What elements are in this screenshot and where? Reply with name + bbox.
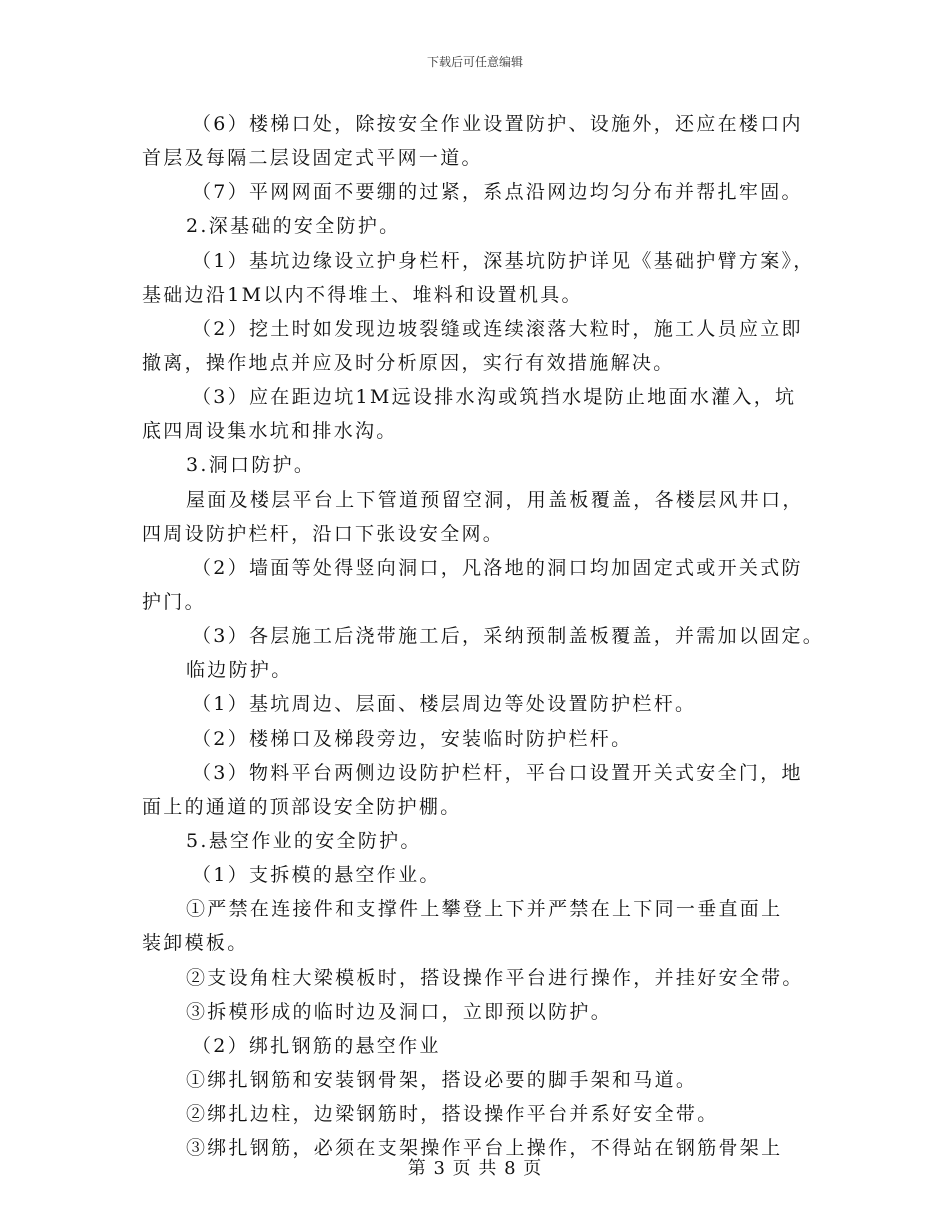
text-line: （6）楼梯口处，除按安全作业设置防护、设施外，还应在楼口内 xyxy=(192,113,803,135)
text-line: ①严禁在连接件和支撑件上攀登上下并严禁在上下同一垂直面上 xyxy=(186,898,783,921)
text-line: （2）墙面等处得竖向洞口，凡洛地的洞口均加固定式或开关式防 xyxy=(192,556,803,579)
page-footer: 第 3 页 共 8 页 xyxy=(407,1158,543,1179)
text-line: （1）支拆模的悬空作业。 xyxy=(192,864,441,887)
text-line: 装卸模板。 xyxy=(142,932,249,955)
text-line: ②绑扎边柱，边梁钢筋时，搭设操作平台并系好安全带。 xyxy=(186,1103,719,1126)
text-line: （2）绑扎钢筋的悬空作业 xyxy=(192,1034,441,1057)
text-line: 底四周设集水坑和排水沟。 xyxy=(142,420,398,443)
text-line: （3）应在距边坑1M远设排水沟或筑挡水堤防止地面水灌入，坑 xyxy=(192,386,797,409)
text-line: （7）平网网面不要绷的过紧，系点沿网边均匀分布并帮扎牢固。 xyxy=(192,181,803,204)
text-line: （2）楼梯口及梯段旁边，安装临时防护栏杆。 xyxy=(192,727,633,750)
text-line: （2）挖土时如发现边坡裂缝或连续滚落大粒时，施工人员应立即 xyxy=(192,317,803,340)
text-line: ①绑扎钢筋和安装钢骨架，搭设必要的脚手架和马道。 xyxy=(186,1068,698,1091)
text-line: 基础边沿1M以内不得堆土、堆料和设置机具。 xyxy=(142,283,583,306)
text-line: （3）各层施工后浇带施工后，采纳预制盖板覆盖，并需加以固定。 xyxy=(192,625,825,648)
text-line: 面上的通道的顶部设安全防护棚。 xyxy=(142,795,462,818)
text-line: （3）物料平台两侧边设防护栏杆，平台口设置开关式安全门，地 xyxy=(192,761,803,784)
text-line: ③拆模形成的临时边及洞口，立即预以防护。 xyxy=(186,1000,613,1023)
text-line: ③绑扎钢筋，必须在支架操作平台上操作，不得站在钢筋骨架上 xyxy=(186,1137,783,1160)
text-line: 3.洞口防护。 xyxy=(186,454,316,477)
text-line: 护门。 xyxy=(142,590,206,613)
text-line: 首层及每隔二层设固定式平网一道。 xyxy=(142,147,483,170)
text-line: ②支设角柱大梁模板时，搭设操作平台进行操作，并挂好安全带。 xyxy=(186,966,804,989)
text-line: 撤离，操作地点并应及时分析原因，实行有效措施解决。 xyxy=(142,351,675,374)
text-line: （1）基坑边缘设立护身栏杆，深基坑防护详见《基础护臂方案》， xyxy=(192,249,815,272)
text-line: 2.深基础的安全防护。 xyxy=(186,215,401,238)
text-line: 屋面及楼层平台上下管道预留空洞，用盖板覆盖，各楼层风井口， xyxy=(186,488,804,511)
text-line: 5.悬空作业的安全防护。 xyxy=(186,829,422,852)
text-line: 临边防护。 xyxy=(186,659,293,682)
text-line: （1）基坑周边、层面、楼层周边等处设置防护栏杆。 xyxy=(192,693,697,716)
document-body xyxy=(142,107,832,1165)
text-line: 四周设防护栏杆，沿口下张设安全网。 xyxy=(142,522,505,545)
page-header: 下载后可任意编辑 xyxy=(426,55,523,69)
